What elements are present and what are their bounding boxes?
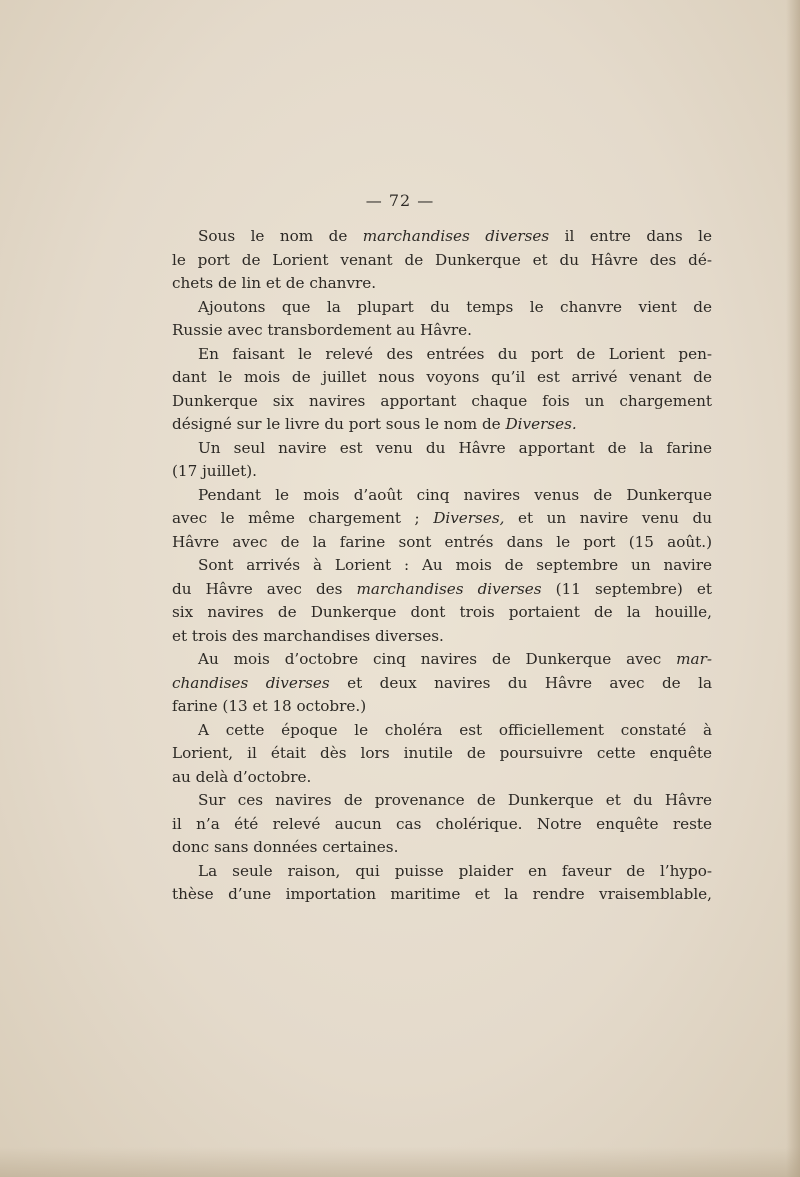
- text-line: [172, 836, 712, 860]
- text-line: [172, 390, 712, 414]
- text-line: [172, 789, 712, 813]
- text-line: [172, 437, 712, 461]
- text-segment: Pendant le mois d’août cinq navires venus de Dunkerque: [198, 485, 712, 504]
- text-segment: avec le même chargement ;: [172, 509, 434, 527]
- text-line: [172, 296, 712, 320]
- text-line: [172, 366, 712, 390]
- text-line: [172, 272, 712, 296]
- text-line: [172, 507, 712, 531]
- text-segment: Ajoutons que la plupart du temps le chanvre vient de: [198, 297, 712, 316]
- page-edge-shadow-bottom: [0, 1147, 800, 1177]
- text-segment: Russie avec transbordement au Hâvre.: [172, 321, 472, 339]
- text-segment: Dunkerque six navires apportant chaque fois un chargement: [172, 391, 712, 410]
- text-segment: et trois des marchandises diverses.: [172, 626, 444, 645]
- text-line: [172, 343, 712, 367]
- italic-term: marchandises diverses: [362, 227, 550, 245]
- text-segment: du Hâvre avec des: [172, 579, 357, 598]
- text-line: [172, 672, 712, 696]
- text-line: [172, 225, 712, 249]
- text-segment: Un seul navire est venu du Hâvre apportant de la farine: [198, 438, 712, 457]
- text-segment: Au mois d’octobre cinq navires de Dunkerque avec: [198, 650, 677, 668]
- text-line: [172, 695, 712, 719]
- text-segment: farine (13 et 18 octobre.): [172, 697, 367, 715]
- text-segment: (11 septembre) et: [541, 579, 713, 598]
- text-segment: Sur ces navires de provenance de Dunkerque et du Hâvre: [198, 791, 712, 809]
- italic-term: marchandises diverses: [356, 579, 542, 598]
- text-segment: dant le mois de juillet nous voyons qu’il est arrivé venant de: [172, 368, 712, 386]
- page-number: — 72 —: [365, 191, 435, 210]
- body-text: [172, 225, 712, 907]
- text-segment: (17 juillet).: [172, 462, 257, 480]
- text-line: [172, 249, 712, 273]
- text-segment: chets de lin et de chanvre.: [172, 274, 377, 292]
- text-segment: le port de Lorient venant de Dunkerque et du Hâvre des dé-: [172, 250, 712, 269]
- text-segment: En faisant le relevé des entrées du port de Lorient pen-: [198, 344, 712, 363]
- text-line: [172, 813, 712, 837]
- text-segment: il n’a été relevé aucun cas cholérique. Notre enquête reste: [172, 814, 712, 833]
- text-line: [172, 554, 712, 578]
- text-segment: A cette époque le choléra est officiellement constaté à: [198, 720, 712, 739]
- text-line: [172, 531, 712, 555]
- text-line: [172, 484, 712, 508]
- text-segment: donc sans données certaines.: [172, 838, 399, 856]
- text-line: [172, 742, 712, 766]
- italic-term: mar-: [676, 650, 712, 668]
- text-line: [172, 883, 712, 907]
- text-segment: Sous le nom de: [198, 227, 363, 245]
- text-line: [172, 319, 712, 343]
- text-segment: il entre dans le: [549, 227, 712, 245]
- text-line: [172, 413, 712, 437]
- text-line: [172, 719, 712, 743]
- text-line: [172, 766, 712, 790]
- text-line: [172, 860, 712, 884]
- italic-term: Diverses,: [433, 509, 505, 527]
- text-line: [172, 601, 712, 625]
- text-segment: La seule raison, qui puisse plaider en faveur de l’hypo-: [198, 861, 712, 880]
- text-segment: au delà d’octobre.: [172, 767, 312, 786]
- text-segment: six navires de Dunkerque dont trois portaient de la houille,: [172, 603, 712, 621]
- text-segment: Lorient, il était dès lors inutile de poursuivre cette enquête: [172, 744, 712, 762]
- text-segment: Hâvre avec de la farine sont entrés dans le port (15 août.): [172, 532, 712, 551]
- text-line: [172, 460, 712, 484]
- text-segment: désigné sur le livre du port sous le nom de: [172, 415, 506, 433]
- page-edge-shadow-right: [786, 0, 800, 1177]
- italic-term: chandises diverses: [172, 673, 330, 692]
- text-segment: Sont arrivés à Lorient : Au mois de septembre un navire: [198, 556, 712, 574]
- text-line: [172, 625, 712, 649]
- text-segment: thèse d’une importation maritime et la rendre vraisemblable,: [172, 885, 712, 903]
- text-line: [172, 578, 712, 602]
- text-segment: et deux navires du Hâvre avec de la: [329, 673, 713, 692]
- text-line: [172, 648, 712, 672]
- text-segment: et un navire venu du: [504, 509, 712, 527]
- italic-term: Diverses.: [505, 415, 577, 433]
